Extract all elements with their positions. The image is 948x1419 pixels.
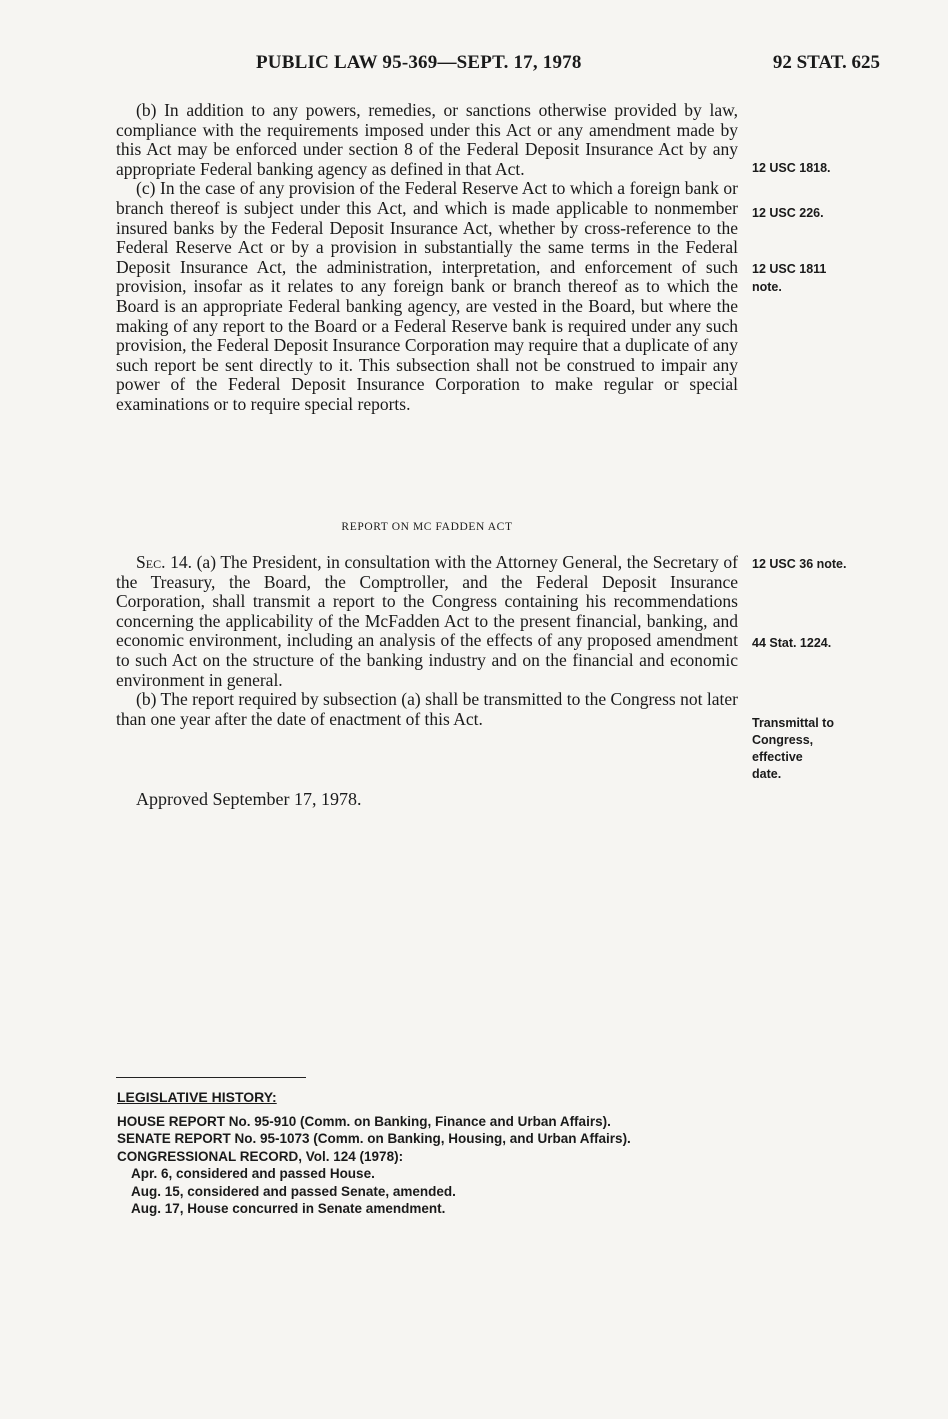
legislative-history-title: LEGISLATIVE HISTORY: [117,1089,277,1105]
bleed-through-texture [180,720,780,1020]
history-event: Aug. 15, considered and passed Senate, amended. [131,1183,456,1199]
legislative-history [117,1089,757,1218]
margin-note-line: effective [752,750,803,764]
law-title: PUBLIC LAW 95-369—SEPT. 17, 1978 [256,52,582,73]
history-event: Apr. 6, considered and passed House. [131,1166,375,1181]
margin-note-44-stat-1224: 44 Stat. 1224. [752,636,832,650]
house-report: HOUSE REPORT No. 95-910 (Comm. on Banking, Finance and Urban Affairs). [117,1113,611,1129]
margin-note-12-usc-1818: 12 USC 1818. [752,161,831,175]
page-header [118,52,880,80]
section-label: Sec. 14. [136,552,192,572]
margin-note-12-usc-36: 12 USC 36 note. [752,557,847,571]
senate-report: SENATE REPORT No. 95-1073 (Comm. on Banking, Housing, and Urban Affairs). [117,1131,631,1146]
margin-note-12-usc-1811: 12 USC 1811 [752,262,827,276]
section-14-a-text: (a) The President, in consultation with the Attorney General, the Secretary of the Treasury, the Board, the Comptroller, and the Federal Deposit Insurance Corporation, shall transmit a report to the Congress containing his recommendations concerning the applicability of the McFadden Act to the present financial, banking, and economic environment, including an analysis of the effects of any proposed amendment to such Act on the structure of the banking industry and on the financial and economic environment in general. [116,552,738,690]
section-14-paragraph-a [116,553,738,690]
approval-date: Approved September 17, 1978. [136,789,362,809]
margin-note-line: Transmittal to [752,716,834,730]
paragraph-c: (c) In the case of any provision of the Federal Reserve Act to which a foreign bank or branch thereof is subject under this Act, and which is made applicable to nonmember insured banks by the Federal Deposit Insurance Act, whether by cross-reference to the Federal Reserve Act or by a provision in substantially the same terms in the Federal Deposit Insurance Act, the administration, interpretation, and enforcement of such provision, insofar as it relates to any foreign bank or branch thereof as to which the Board is an appropriate Federal banking agency, are vested in the Board, but where the making of any report to the Board or a Federal Reserve bank is required under any such provision, the Federal Deposit Insurance Corporation may require that a duplicate of any such report be sent directly to it. This subsection shall not be construed to impair any power of the Federal Deposit Insurance Corporation to make regular or special examinations or to require special reports. [116,178,738,414]
margin-note-line: Congress, [752,733,814,747]
section-13-body [116,101,738,415]
margin-note-transmittal [752,715,872,783]
paragraph-b: (b) In addition to any powers, remedies, or sanctions otherwise provided by law, compliance with the requirements imposed under this Act or any amendment made by this Act may be enforced under section 8 of the Federal Deposit Insurance Act by any appropriate Federal banking agency as defined in that Act. [116,100,738,179]
section-14-paragraph-b: (b) The report required by subsection (a) shall be transmitted to the Congress not later than one year after the date of enactment of this Act. [116,689,738,729]
margin-note-line: date. [752,767,782,781]
history-event: Aug. 17, House concurred in Senate amendment. [131,1201,446,1216]
margin-note-12-usc-226: 12 USC 226. [752,206,824,220]
congressional-record: CONGRESSIONAL RECORD, Vol. 124 (1978): [117,1148,404,1164]
section-14-body [116,553,738,729]
stat-page-number: 92 STAT. 625 [772,52,880,73]
margin-note-note: note. [752,280,782,294]
footnote-divider [116,1077,306,1078]
section-heading: REPORT ON MC FADDEN ACT [341,521,513,533]
